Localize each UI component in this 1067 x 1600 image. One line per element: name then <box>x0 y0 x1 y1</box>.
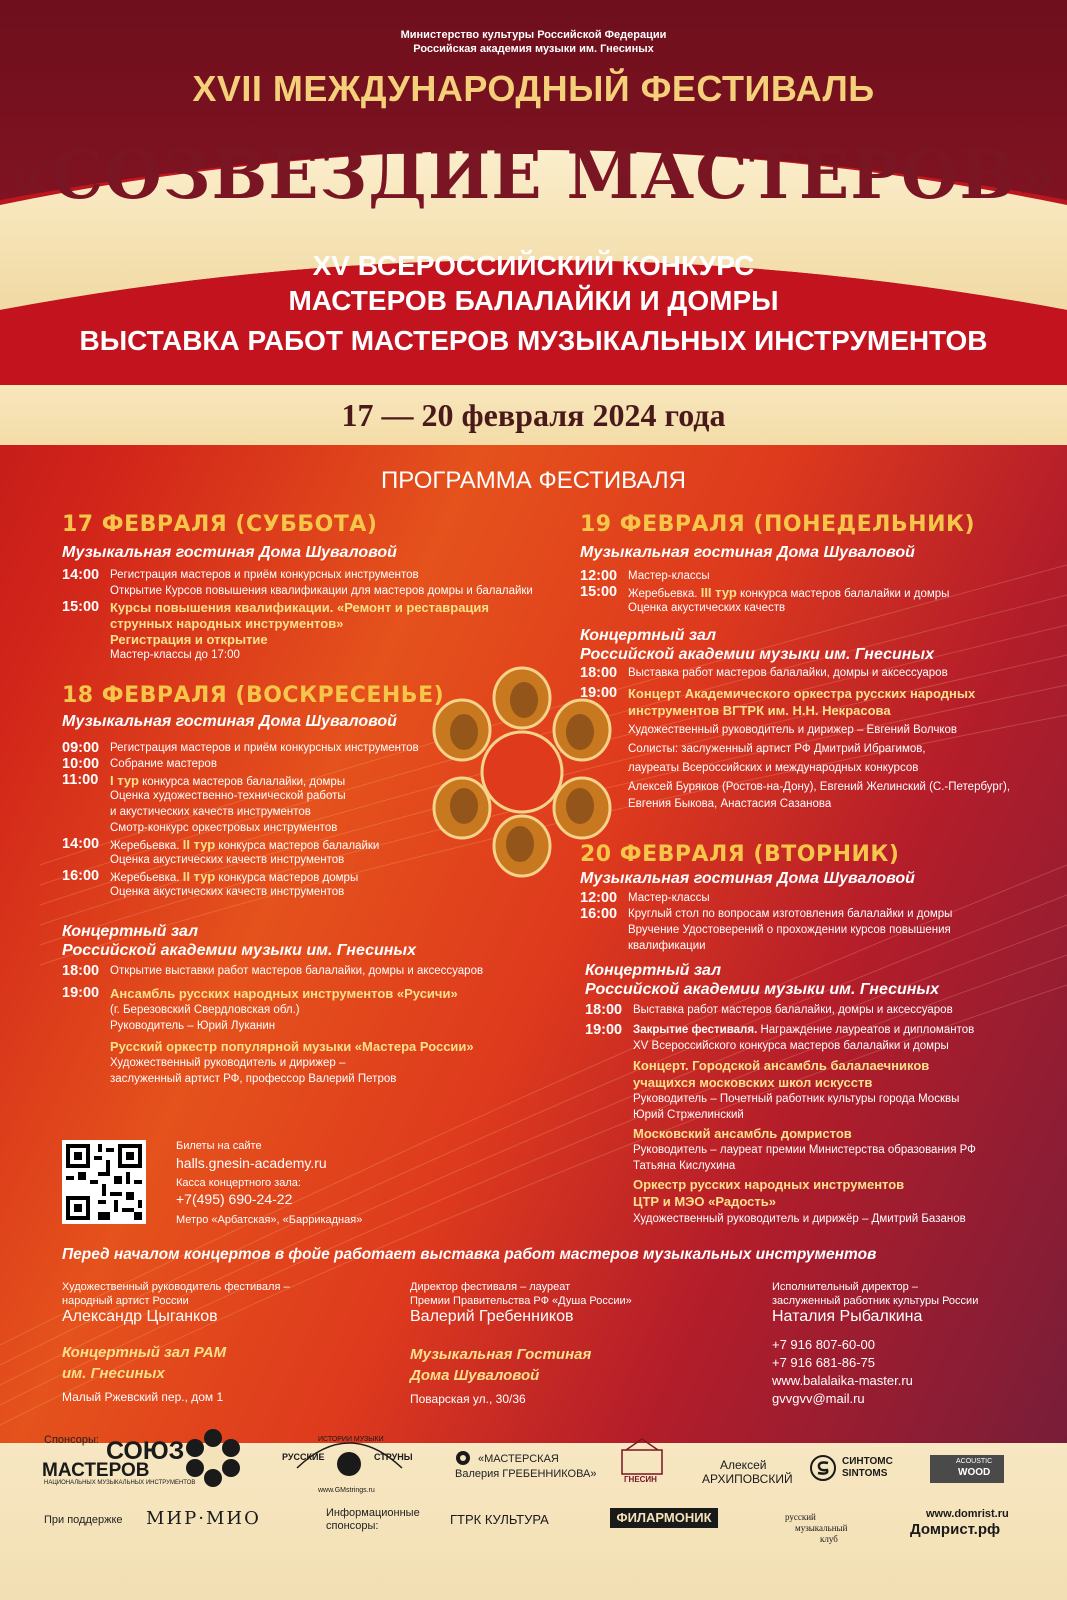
schedule-row: Оценка художественно-технической работы <box>110 790 346 802</box>
program-title: ПРОГРАММА ФЕСТИВАЛЯ <box>381 467 686 494</box>
strings-logo-right: СТРУНЫ <box>374 1452 413 1462</box>
schedule-row: Оценка акустических качеств инструментов <box>110 886 345 898</box>
exhibition-note: Перед началом концертов в фойе работает выставка работ мастеров музыкальных инструментов <box>62 1246 877 1263</box>
workshop-line-2: Валерия ГРЕБЕННИКОВА» <box>455 1468 597 1480</box>
tickets-site-link[interactable]: halls.gnesin-academy.ru <box>176 1155 327 1171</box>
tickets-site-label: Билеты на сайте <box>176 1140 262 1152</box>
info-sponsors-label-2: спонсоры: <box>326 1520 379 1532</box>
exec-director-title: заслуженный работник культуры России <box>772 1295 979 1307</box>
schedule-row: 18:00 Открытие выставки работ мастеров балалайки, домры и аксессуаров <box>62 963 484 979</box>
contact-phone-2[interactable]: +7 916 681-86-75 <box>772 1355 876 1370</box>
day-18-hall-line-2: Российской академии музыки им. Гнесиных <box>62 942 416 959</box>
schedule-row: Руководитель – Почетный работник культуры города Москвы <box>633 1093 960 1105</box>
metro-info: Метро «Арбатская», «Баррикадная» <box>176 1214 363 1226</box>
schedule-row: Алексей Буряков (Ростов-на-Дону), Евгений Желинский (С.-Петербург), <box>628 781 1011 793</box>
schedule-row: 09:00 Регистрация мастеров и приём конкурсных инструментов <box>62 740 419 756</box>
day-18-title: 18 ФЕВРАЛЯ (ВОСКРЕСЕНЬЕ) <box>62 683 445 708</box>
art-director-name: Александр Цыганков <box>62 1308 218 1325</box>
director-role: Директор фестиваля – лауреат <box>410 1281 571 1293</box>
schedule-row: Оценка акустических качеств <box>628 602 786 614</box>
tickets-qr-code[interactable] <box>62 1140 146 1224</box>
day-20-hall-line-1: Концертный зал <box>585 962 722 979</box>
acoustic-wood-line-2: WOOD <box>958 1467 991 1478</box>
day-20-hall-line-2: Российской академии музыки им. Гнесиных <box>585 981 939 998</box>
festival-dates: 17 — 20 февраля 2024 года <box>341 397 726 433</box>
exhibition-line: ВЫСТАВКА РАБОТ МАСТЕРОВ МУЗЫКАЛЬНЫХ ИНСТРУМЕНТОВ <box>79 325 988 356</box>
day-20-title: 20 ФЕВРАЛЯ (ВТОРНИК) <box>580 842 900 867</box>
schedule-row: квалификации <box>628 940 706 952</box>
schedule-row: Художественный руководитель и дирижёр – Дмитрий Базанов <box>633 1213 966 1225</box>
day-17-title: 17 ФЕВРАЛЯ (СУББОТА) <box>62 512 378 537</box>
schedule-row: 19:00 Закрытие фестиваля. Награждение лауреатов и дипломантов <box>585 1022 975 1038</box>
mirmio-logo: МИР·МИО <box>146 1508 261 1529</box>
schedule-row: струнных народных инструментов» <box>110 616 344 631</box>
schedule-row: 11:00 I тур конкурса мастеров балалайки, домры <box>62 772 346 788</box>
contact-phone-1[interactable]: +7 916 807-60-00 <box>772 1337 876 1352</box>
schedule-row: Оценка акустических качеств инструментов <box>110 854 345 866</box>
schedule-row: Руководитель – лауреат премии Министерства образования РФ <box>633 1144 976 1156</box>
schedule-row: Регистрация и открытие <box>110 632 268 647</box>
music-club-line-1: русский <box>785 1512 816 1522</box>
schedule-row: Московский ансамбль домристов <box>633 1126 852 1141</box>
day-18-hall-line-1: Концертный зал <box>62 923 199 940</box>
schedule-row: инструментов ВГТРК им. Н.Н. Некрасова <box>628 703 891 718</box>
ministry-line: Министерство культуры Российской Федерации <box>400 29 667 41</box>
schedule-row: 16:00 Жеребьевка. II тур конкурса мастеров домры <box>62 868 359 884</box>
schedule-row: 15:00 Жеребьевка. III тур конкурса мастеров балалайки и домры <box>580 584 950 600</box>
schedule-row: Оркестр русских народных инструментов <box>633 1177 905 1192</box>
support-label: При поддержке <box>44 1514 123 1526</box>
schedule-row: Концерт. Городской ансамбль балалаечников <box>633 1058 930 1073</box>
festival-title: «СОЗВЕЗДИЕ МАСТЕРОВ» <box>8 136 1059 214</box>
schedule-row: Татьяна Кислухина <box>633 1160 736 1172</box>
day-20-venue: Музыкальная гостиная Дома Шуваловой <box>580 870 915 887</box>
strings-logo-arc: ИСТОРИИ МУЗЫКИ <box>318 1436 384 1443</box>
director-title: Премии Правительства РФ «Душа России» <box>410 1295 632 1307</box>
art-director-role: Художественный руководитель фестиваля – <box>62 1281 290 1293</box>
contact-website[interactable]: www.balalaika-master.ru <box>772 1373 913 1388</box>
venue-ram-line-2: им. Гнесиных <box>62 1365 165 1382</box>
day-19-venue: Музыкальная гостиная Дома Шуваловой <box>580 544 915 561</box>
strings-logo-left: РУССКИЕ <box>282 1452 325 1462</box>
info-sponsors-label-1: Информационные <box>326 1507 420 1519</box>
gtrk-logo: ГТРК КУЛЬТУРА <box>450 1512 549 1527</box>
schedule-row: 18:00 Выставка работ мастеров балалайки, домры и аксессуаров <box>585 1002 953 1018</box>
venue-ram-line-1: Концертный зал РАМ <box>62 1344 227 1361</box>
soyuz-logo-line-1: СОЮЗ <box>106 1437 185 1465</box>
gnesin-logo-text: ГНЕСИН <box>624 1475 657 1484</box>
day-19-hall-line-1: Концертный зал <box>580 627 717 644</box>
venue-shuvalova-line-1: Музыкальная Гостиная <box>410 1346 592 1363</box>
music-club-line-2: музыкальный <box>795 1523 848 1533</box>
exec-director-name: Наталия Рыбалкина <box>772 1308 923 1325</box>
domrist-logo: Домрист.рф <box>910 1521 1001 1538</box>
strings-url[interactable]: www.GMstrings.ru <box>318 1487 375 1494</box>
arkhipovsky-line-2: АРХИПОВСКИЙ <box>702 1472 793 1486</box>
venue-ram-address: Малый Ржевский пер., дом 1 <box>62 1390 224 1404</box>
schedule-row: (г. Березовский Свердловская обл.) <box>110 1004 300 1016</box>
schedule-row: и акустических качеств инструментов <box>110 806 311 818</box>
schedule-row: Художественный руководитель и дирижер – <box>110 1057 346 1069</box>
schedule-row: 12:00 Мастер-классы <box>580 890 710 906</box>
schedule-row: учащихся московских школ искусств <box>633 1075 873 1090</box>
schedule-row: 12:00 Мастер-классы <box>580 568 710 584</box>
schedule-row: ЦТР и МЭО «Радость» <box>633 1194 776 1209</box>
workshop-line-1: «МАСТЕРСКАЯ <box>478 1453 559 1465</box>
schedule-row: Евгения Быкова, Анастасия Сазанова <box>628 798 832 810</box>
schedule-row: 15:00 Курсы повышения квалификации. «Ремонт и реставрация <box>62 599 489 615</box>
schedule-row: Русский оркестр популярной музыки «Мастера России» <box>110 1039 474 1054</box>
day-18-venue: Музыкальная гостиная Дома Шуваловой <box>62 713 397 730</box>
acoustic-wood-logo <box>930 1455 1004 1483</box>
sintoms-line-1: СИНТОМС <box>842 1456 893 1467</box>
schedule-row: лауреаты Всероссийских и международных конкурсов <box>628 762 919 774</box>
schedule-row: Руководитель – Юрий Луканин <box>110 1020 276 1032</box>
director-name: Валерий Гребенников <box>410 1308 574 1325</box>
day-19-title: 19 ФЕВРАЛЯ (ПОНЕДЕЛЬНИК) <box>580 512 976 537</box>
box-office-phone[interactable]: +7(495) 690-24-22 <box>176 1191 293 1207</box>
art-director-title: народный артист России <box>62 1295 189 1307</box>
workshop-logo-icon <box>455 1450 471 1466</box>
schedule-row: 19:00 Концерт Академического оркестра русских народных <box>580 685 976 701</box>
schedule-row: 14:00 Жеребьевка. II тур конкурса мастеров балалайки <box>62 836 380 852</box>
day-19-hall-line-2: Российской академии музыки им. Гнесиных <box>580 646 934 663</box>
exec-director-role: Исполнительный директор – <box>772 1281 918 1293</box>
sponsors-label: Спонсоры: <box>44 1434 99 1446</box>
philharmonic-logo: ФИЛАРМОНИК <box>610 1508 718 1528</box>
soyuz-logo-line-3: НАЦИОНАЛЬНЫХ МУЗЫКАЛЬНЫХ ИНСТРУМЕНТОВ <box>44 1480 196 1486</box>
contact-email[interactable]: gvvgvv@mail.ru <box>772 1391 865 1406</box>
sintoms-logo-icon <box>810 1455 836 1481</box>
schedule-row: Мастер-классы до 17:00 <box>110 649 240 661</box>
schedule-row: Вручение Удостоверений о прохождении курсов повышения <box>628 924 951 936</box>
domrist-url[interactable]: www.domrist.ru <box>926 1508 1009 1520</box>
schedule-row: 14:00 Регистрация мастеров и приём конкурсных инструментов <box>62 567 419 583</box>
schedule-row: Юрий Стржелинский <box>633 1109 744 1121</box>
box-office-label: Касса концертного зала: <box>176 1177 301 1189</box>
arkhipovsky-line-1: Алексей <box>720 1458 767 1472</box>
schedule-row: Смотр-конкурс оркестровых инструментов <box>110 822 338 834</box>
schedule-row: 16:00 Круглый стол по вопросам изготовления балалайки и домры <box>580 906 953 922</box>
schedule-row: XV Всероссийского конкурса мастеров балалайки и домры <box>633 1040 949 1052</box>
sintoms-line-2: SINTOMS <box>842 1468 888 1479</box>
music-club-line-3: клуб <box>820 1534 838 1544</box>
venue-shuvalova-line-2: Дома Шуваловой <box>410 1367 540 1384</box>
contest-line-1: XV ВСЕРОССИЙСКИЙ КОНКУРС <box>312 250 755 281</box>
acoustic-wood-line-1: ACOUSTIC <box>956 1458 993 1465</box>
academy-line: Российская академия музыки им. Гнесиных <box>413 43 654 55</box>
day-17-venue: Музыкальная гостиная Дома Шуваловой <box>62 544 397 561</box>
venue-shuvalova-address: Поварская ул., 30/36 <box>410 1392 526 1406</box>
schedule-row: 19:00 Ансамбль русских народных инструментов «Русичи» <box>62 985 458 1001</box>
festival-heading: XVII МЕЖДУНАРОДНЫЙ ФЕСТИВАЛЬ <box>192 68 875 109</box>
schedule-row: Солисты: заслуженный артист РФ Дмитрий Ибрагимов, <box>628 743 926 755</box>
schedule-row: Художественный руководитель и дирижер – Евгений Волчков <box>628 724 957 736</box>
schedule-row: 10:00 Собрание мастеров <box>62 756 217 772</box>
contest-line-2: МАСТЕРОВ БАЛАЛАЙКИ И ДОМРЫ <box>288 285 779 316</box>
schedule-row: Открытие Курсов повышения квалификации для мастеров домры и балалайки <box>110 585 533 597</box>
flower-logo-icon <box>185 1430 241 1486</box>
schedule-row: заслуженный артист РФ, профессор Валерий Петров <box>110 1073 397 1085</box>
schedule-row: 18:00 Выставка работ мастеров балалайки, домры и аксессуаров <box>580 665 948 681</box>
soyuz-logo-line-2: МАСТЕРОВ <box>42 1460 150 1481</box>
